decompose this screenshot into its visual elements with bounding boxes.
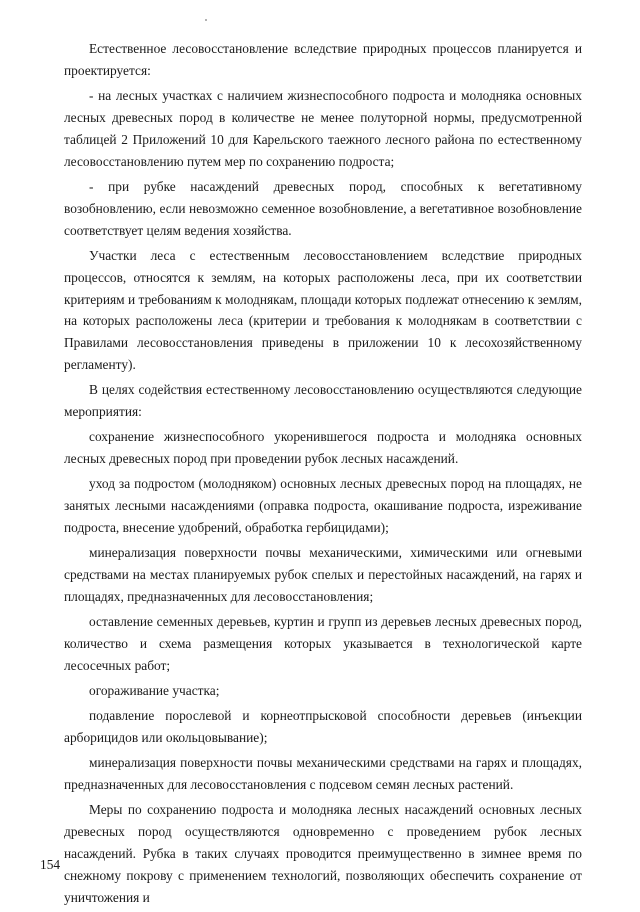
paragraph: - на лесных участках с наличием жизнеспособного подроста и молодняка основных лесных древесных пород в количестве не менее полуторной нормы, предусмотренной таблицей 2 Приложений 10 для Карельского таежного лесного района по естественному лесовосстановлению путем мер по сохранению подроста; [64,88,582,169]
paragraph: Участки леса с естественным лесовосстановлением вследствие природных процессов, относятся к землям, на которых расположены леса, при их соответствии критериям и требованиям к молоднякам, площади которых подлежат отнесению к землям, на которых расположены леса (критерии и требования к молоднякам в соответствии с Правилами лесовосстановления приведены в приложении 10 к лесохозяйственному регламенту). [64,247,582,373]
paragraph: сохранение жизнеспособного укоренившегося подроста и молодняка основных лесных древесных пород при проведении рубок лесных насаждений. [64,429,582,467]
paragraph: оставление семенных деревьев, куртин и групп из деревьев лесных древесных пород, количество и схема размещения которых указывается в технологической карте лесосечных работ; [64,614,582,673]
paragraph: Естественное лесовосстановление вследствие природных процессов планируется и проектируется: [64,41,582,78]
document-body [64,38,582,912]
paragraph: минерализация поверхности почвы механическими средствами на гарях и площадях, предназначенных для лесовосстановления с подсевом семян лесных растений. [64,755,582,793]
page-number: 154 [40,857,61,872]
paragraph: уход за подростом (молодняком) основных лесных древесных пород на площадях, не занятых лесными насаждениями (оправка подроста, окашивание подроста, изреживание подроста, внесение удобрений, обработка гербицидами); [64,476,582,536]
paragraph: минерализация поверхности почвы механическими, химическими или огневыми средствами на местах планируемых рубок спелых и перестойных насаждений, на гарях и площадях, предназначенных для лесовосстановления; [64,545,582,605]
paragraph: огораживание участка; [89,683,220,699]
paragraph: В целях содействия естественному лесовосстановлению осуществляются следующие мероприятия: [64,382,582,420]
paragraph: - при рубке насаждений древесных пород, способных к вегетативному возобновлению, если невозможно семенное возобновление, а вегетативное возобновление соответствует целям ведения хозяйства. [64,178,582,238]
paragraph: подавление порослевой и корнеотпрысковой способности деревьев (инъекции арборицидов или окольцовывание); [64,708,582,746]
scan-speck [205,19,207,21]
paragraph: Меры по сохранению подроста и молодняка лесных насаждений основных лесных древесных пород осуществляются одновременно с проведением рубок лесных насаждений. Рубка в таких случаях проводится преимущественно в зимнее время по снежному покрову с применением технологий, позволяющих обеспечить сохранение от уничтожения и [64,802,582,905]
